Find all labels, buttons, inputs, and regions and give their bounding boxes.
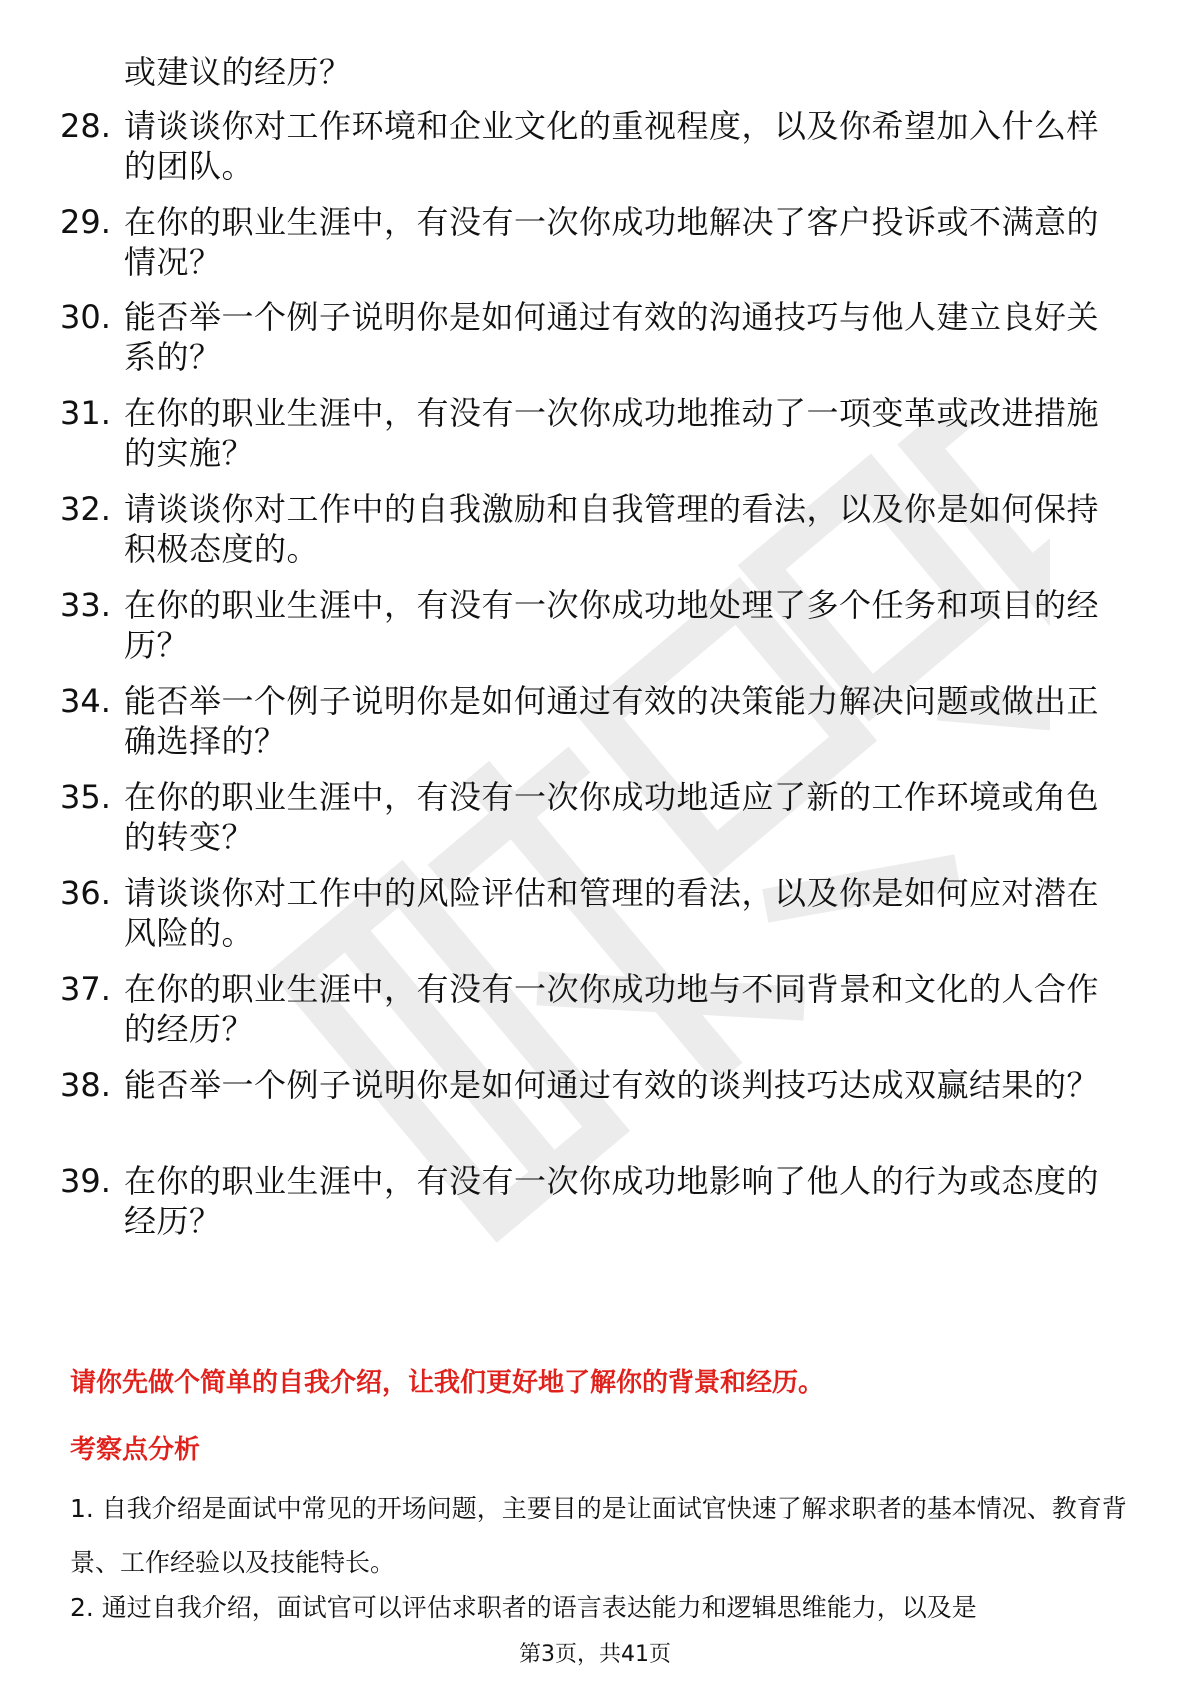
item-number: 31. xyxy=(60,394,111,432)
item-number: 39. xyxy=(60,1162,111,1200)
item-text: 请谈谈你对工作环境和企业文化的重视程度，以及你希望加入什么样的团队。 xyxy=(124,107,1100,185)
list-item xyxy=(60,489,1120,569)
analysis-heading: 考察点分析 xyxy=(70,1435,201,1465)
list-item xyxy=(60,969,1120,1049)
list-item xyxy=(60,106,1120,186)
item-number: 29. xyxy=(60,203,111,241)
list-item xyxy=(60,297,1120,377)
item-text: 在你的职业生涯中，有没有一次你成功地推动了一项变革或改进措施的实施？ xyxy=(124,394,1100,472)
item-text: 在你的职业生涯中，有没有一次你成功地适应了新的工作环境或角色的转变？ xyxy=(124,778,1100,856)
list-item xyxy=(60,1161,1120,1241)
item-number: 28. xyxy=(60,107,111,145)
item-text: 在你的职业生涯中，有没有一次你成功地解决了客户投诉或不满意的情况？ xyxy=(124,203,1100,281)
list-item xyxy=(60,681,1120,761)
list-item xyxy=(60,777,1120,857)
item-number: 32. xyxy=(60,490,111,528)
item-number: 38. xyxy=(60,1066,111,1104)
item-number: 33. xyxy=(60,586,111,624)
page-number: 第3页，共41页 xyxy=(519,1642,671,1667)
item-text: 在你的职业生涯中，有没有一次你成功地影响了他人的行为或态度的经历？ xyxy=(124,1162,1100,1240)
continued-question-text: 或建议的经历？ xyxy=(124,53,352,91)
list-item xyxy=(60,202,1120,282)
list-item xyxy=(60,585,1120,665)
item-number: 34. xyxy=(60,682,111,720)
item-text: 能否举一个例子说明你是如何通过有效的沟通技巧与他人建立良好关系的？ xyxy=(124,298,1100,376)
list-item xyxy=(60,873,1120,953)
item-text: 能否举一个例子说明你是如何通过有效的谈判技巧达成双赢结果的？ xyxy=(124,1066,1100,1104)
highlight-question: 请你先做个简单的自我介绍，让我们更好地了解你的背景和经历。 xyxy=(70,1368,825,1398)
item-text: 请谈谈你对工作中的风险评估和管理的看法，以及你是如何应对潜在风险的。 xyxy=(124,874,1100,952)
item-number: 36. xyxy=(60,874,111,912)
list-item xyxy=(60,393,1120,473)
analysis-paragraph: 1. 自我介绍是面试中常见的开场问题，主要目的是让面试官快速了解求职者的基本情况、教育背景、工作经验以及技能特长。 xyxy=(70,1494,1127,1577)
list-item xyxy=(60,1065,1120,1105)
item-text: 请谈谈你对工作中的自我激励和自我管理的看法，以及你是如何保持积极态度的。 xyxy=(124,490,1100,568)
item-number: 37. xyxy=(60,970,111,1008)
item-text: 在你的职业生涯中，有没有一次你成功地与不同背景和文化的人合作的经历？ xyxy=(124,970,1100,1048)
item-text: 在你的职业生涯中，有没有一次你成功地处理了多个任务和项目的经历？ xyxy=(124,586,1100,664)
item-number: 35. xyxy=(60,778,111,816)
analysis-paragraph: 2. 通过自我介绍，面试官可以评估求职者的语言表达能力和逻辑思维能力，以及是 xyxy=(70,1593,977,1622)
item-number: 30. xyxy=(60,298,111,336)
item-text: 能否举一个例子说明你是如何通过有效的决策能力解决问题或做出正确选择的？ xyxy=(124,682,1100,760)
